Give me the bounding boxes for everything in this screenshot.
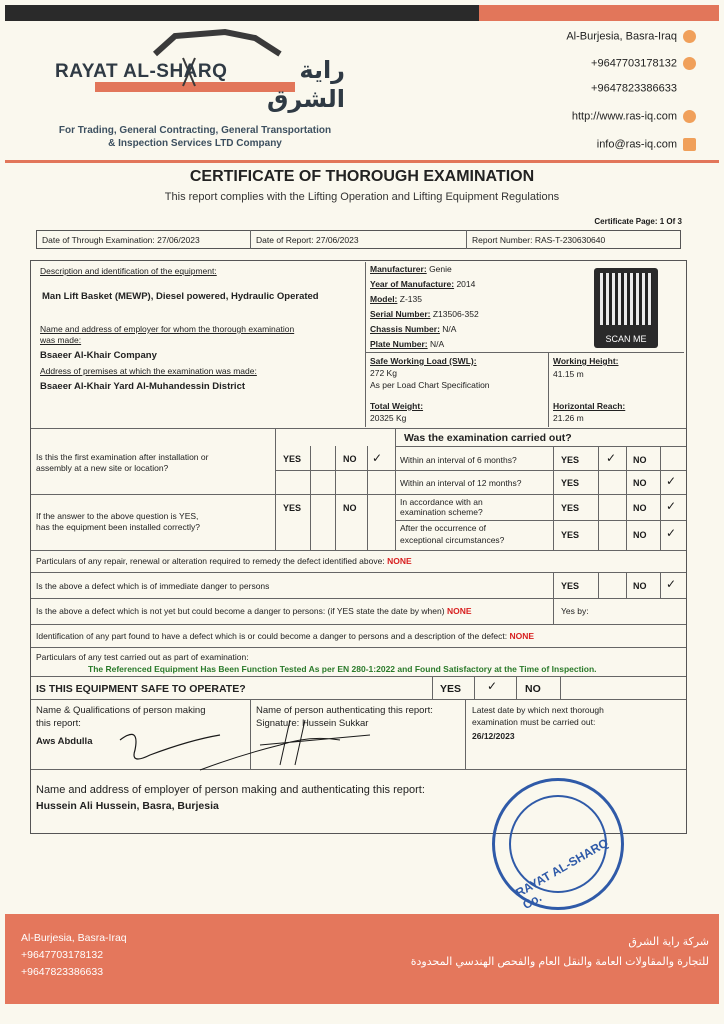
qr-code[interactable] bbox=[594, 268, 658, 348]
swl-value: 272 Kg bbox=[370, 368, 397, 378]
equipment-desc-value: Man Lift Basket (MEWP), Diesel powered, Hydraulic Operated bbox=[42, 291, 319, 302]
tests-label: Particulars of any test carried out as part of examination: bbox=[36, 652, 249, 662]
immediate-danger-yes: YES bbox=[561, 581, 580, 591]
plate-number: Plate Number: N/A bbox=[370, 339, 445, 349]
scheme-no: NO bbox=[633, 503, 647, 513]
contact-phone-2 bbox=[496, 82, 696, 95]
model: Model: Z-135 bbox=[370, 294, 422, 304]
first-exam-no-check: ✓ bbox=[372, 451, 383, 465]
serial-number: Serial Number: Z13506-352 bbox=[370, 309, 479, 319]
year-of-manufacture: Year of Manufacture: 2014 bbox=[370, 279, 476, 289]
scheme-yes: YES bbox=[561, 503, 580, 513]
interval-6-no: NO bbox=[633, 455, 647, 465]
weight-value: 20325 Kg bbox=[370, 413, 407, 423]
footer-contact bbox=[21, 930, 127, 981]
email-text: info@ras-iq.com bbox=[596, 138, 677, 151]
employer-sig-label: Name and address of employer of person making and authenticating this report: bbox=[36, 784, 425, 796]
immediate-danger-label: Is the above a defect which is of immediate danger to persons bbox=[36, 581, 270, 591]
identification-row: Identification of any part found to have a defect which is or could become a danger to persons and a description of the defect: NONE bbox=[36, 631, 535, 641]
phone-2-text: +9647823386633 bbox=[591, 82, 677, 95]
scan-me-label: SCAN ME bbox=[605, 334, 647, 344]
next-exam-label-1: Latest date by which next thorough bbox=[472, 705, 604, 715]
exceptional-label-2: exceptional circumstances? bbox=[400, 535, 505, 545]
installed-no: NO bbox=[343, 503, 357, 513]
next-exam-date: 26/12/2023 bbox=[472, 731, 515, 741]
premises-value: Bsaeer Al-Khair Yard Al-Muhandessin District bbox=[40, 381, 246, 392]
footer-address: Al-Burjesia, Basra-Iraq bbox=[21, 932, 127, 944]
footer-ar-line-1: شركة راية الشرق bbox=[628, 936, 709, 948]
footer-ar-line-2: للتجارة والمقاولات العامة والنقل العام والفحص الهندسي المحدودة bbox=[410, 956, 709, 968]
safe-yes: YES bbox=[440, 683, 462, 695]
header-divider bbox=[5, 160, 719, 163]
maker-label-1: Name & Qualifications of person making bbox=[36, 705, 206, 716]
first-exam-no: NO bbox=[343, 454, 357, 464]
report-number: Report Number: RAS-T-230630640 bbox=[472, 235, 606, 245]
contact-website bbox=[496, 110, 696, 123]
first-exam-q1: Is this the first examination after installation or bbox=[36, 452, 209, 462]
repair-row: Particulars of any repair, renewal or alteration required to remedy the defect identified above: NONE bbox=[36, 556, 412, 566]
installed-yes: YES bbox=[283, 503, 302, 513]
yes-by-label: Yes by: bbox=[561, 606, 589, 616]
height-value: 41.15 m bbox=[553, 369, 584, 379]
location-icon bbox=[683, 30, 696, 43]
mail-icon bbox=[683, 138, 696, 151]
future-danger-row: Is the above a defect which is not yet but could become a danger to persons: (if YES state the date by when) NONE bbox=[36, 606, 472, 616]
tagline-line-1: For Trading, General Contracting, General Transportation bbox=[58, 125, 332, 136]
scheme-no-check: ✓ bbox=[666, 499, 677, 513]
website-text: http://www.ras-iq.com bbox=[571, 110, 677, 123]
safe-to-operate-label: IS THIS EQUIPMENT SAFE TO OPERATE? bbox=[36, 683, 246, 695]
employer-label-1: Name and address of employer for whom the thorough examination bbox=[40, 324, 295, 334]
interval-6-label: Within an interval of 6 months? bbox=[400, 455, 517, 465]
logo-text-ar: راية الشرق bbox=[266, 57, 345, 113]
first-exam-yes: YES bbox=[283, 454, 302, 464]
footer-arabic bbox=[411, 932, 709, 972]
next-exam-label-2: examination must be carried out: bbox=[472, 717, 596, 727]
employer-sig-value: Hussein Ali Hussein, Basra, Burjesia bbox=[36, 800, 219, 812]
interval-12-yes: YES bbox=[561, 478, 580, 488]
top-bar bbox=[5, 5, 719, 21]
certificate-subtitle: This report complies with the Lifting Operation and Lifting Equipment Regulations bbox=[164, 191, 560, 203]
weight-label: Total Weight: bbox=[370, 401, 424, 411]
manufacturer: Manufacturer: Genie bbox=[370, 264, 452, 274]
reach-label: Horizontal Reach: bbox=[553, 401, 626, 411]
installed-q2: has the equipment been installed correctly? bbox=[36, 522, 200, 532]
phone-icon bbox=[683, 57, 696, 70]
immediate-danger-no: NO bbox=[633, 581, 647, 591]
top-bar-accent bbox=[479, 5, 719, 21]
swl-note: As per Load Chart Specification bbox=[370, 380, 490, 390]
exceptional-label-1: After the occurrence of bbox=[400, 523, 486, 533]
immediate-danger-no-check: ✓ bbox=[666, 577, 677, 591]
tests-value: The Referenced Equipment Has Been Function Tested As per EN 280-1:2022 and Found Satisfactory at the Time of Inspection. bbox=[88, 664, 597, 674]
scheme-label-2: examination scheme? bbox=[400, 507, 483, 517]
footer bbox=[5, 914, 719, 1004]
auth-signature: Signature: Hussein Sukkar bbox=[256, 718, 369, 729]
employer-value: Bsaeer Al-Khair Company bbox=[40, 350, 157, 361]
tagline-line-2: & Inspection Services LTD Company bbox=[108, 138, 282, 149]
safe-no: NO bbox=[525, 683, 541, 695]
handwritten-signatures-icon bbox=[80, 715, 380, 775]
qr-pattern bbox=[600, 273, 652, 325]
height-label: Working Height: bbox=[553, 356, 619, 366]
reach-value: 21.26 m bbox=[553, 413, 584, 423]
company-stamp bbox=[492, 778, 624, 913]
interval-12-no: NO bbox=[633, 478, 647, 488]
exceptional-no-check: ✓ bbox=[666, 526, 677, 540]
exam-date: Date of Through Examination: 27/06/2023 bbox=[42, 235, 200, 245]
first-exam-q2: assembly at a new site or location? bbox=[36, 463, 169, 473]
certificate-page: Certificate Page: 1 Of 3 bbox=[594, 217, 682, 226]
footer-phone-2: +9647823386633 bbox=[21, 966, 104, 978]
interval-12-no-check: ✓ bbox=[666, 474, 677, 488]
globe-icon bbox=[683, 110, 696, 123]
logo-text-en: RAYAT AL-SHARQ bbox=[55, 61, 228, 82]
auth-label: Name of person authenticating this report: bbox=[256, 705, 433, 716]
contact-address bbox=[496, 30, 696, 43]
interval-6-yes-check: ✓ bbox=[606, 451, 617, 465]
maker-label-2: this report: bbox=[36, 718, 81, 729]
chassis-number: Chassis Number: N/A bbox=[370, 324, 457, 334]
contact-email bbox=[496, 138, 696, 151]
employer-label-2: was made: bbox=[40, 335, 82, 345]
interval-6-yes: YES bbox=[561, 455, 580, 465]
safe-yes-check: ✓ bbox=[487, 679, 498, 693]
company-logo bbox=[55, 28, 345, 113]
swl-label: Safe Working Load (SWL): bbox=[370, 356, 477, 366]
address-text: Al-Burjesia, Basra-Iraq bbox=[566, 30, 677, 43]
equipment-desc-label: Description and identification of the equipment: bbox=[40, 266, 217, 276]
premises-label: Address of premises at which the examination was made: bbox=[40, 366, 257, 376]
phone-1-text: +9647703178132 bbox=[591, 57, 677, 70]
maker-value: Aws Abdulla bbox=[36, 736, 93, 747]
certificate-title: CERTIFICATE OF THOROUGH EXAMINATION bbox=[189, 168, 535, 185]
contact-phone-1 bbox=[496, 57, 696, 70]
exceptional-no: NO bbox=[633, 530, 647, 540]
interval-12-label: Within an interval of 12 months? bbox=[400, 478, 522, 488]
exceptional-yes: YES bbox=[561, 530, 580, 540]
report-date: Date of Report: 27/06/2023 bbox=[256, 235, 359, 245]
stamp-text: RAYAT AL-SHARQ Co. bbox=[513, 835, 611, 913]
tagline bbox=[30, 124, 360, 150]
scheme-label-1: In accordance with an bbox=[400, 497, 483, 507]
footer-phone-1: +9647703178132 bbox=[21, 949, 104, 961]
carried-out-heading: Was the examination carried out? bbox=[404, 432, 572, 444]
installed-q1: If the answer to the above question is YES, bbox=[36, 511, 199, 521]
